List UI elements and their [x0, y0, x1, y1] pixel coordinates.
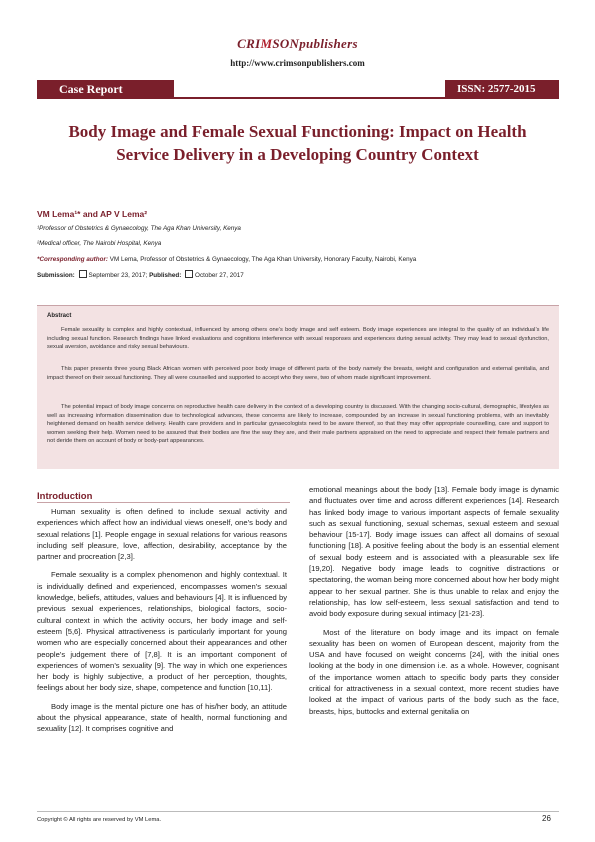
body-paragraph: emotional meanings about the body [13]. Female body image is dynamic and fluctuates over time and across different experiences [14]. Research has linked body image to various important aspects of female sexuality such as sexual functioning, sexual schemas, sexual esteem and sexual behaviour [15-17]. Body image issues can affect all domains of sexual functioning [18]. A positive feeling about the body is an essential element of sexual body esteem and is associated with a pleasurable sex life [19,20]. Negative body image leads to cognitive distractions or spectatoring, the woman being more concerned about how her body might appear to her sexual partner. She is thus unable to relax and enjoy the relationship, has low self-esteem, less sexual satisfaction and tend to avoid body exposure during sexual intimacy [21-23].: [309, 485, 559, 619]
body-paragraph: Body image is the mental picture one has of his/her body, an attitude about the physical appearance, state of health, normal functioning and sexuality [12]. It comprises cognitive and: [37, 701, 287, 734]
calendar-icon: [79, 270, 87, 278]
article-type-badge: Case Report: [37, 80, 174, 98]
copyright: Copyright © All rights are reserved by VM Lema.: [37, 817, 162, 823]
body-paragraph: Female sexuality is a complex phenomenon and highly contextual. It is individually defined and experienced, encompasses women’s sexual knowledge, beliefs, attitudes, values and behaviours [4]. It is influenced by previous sexual experiences, relationships, biological factors, socio-cultural context in which the activity occurs, her body image and self-esteem [5,6]. Physical attractiveness is particularly important for young women who are especially concerned about their appearances and other people’s judgement there of [7,8]. It is an important component of experiences of women’s sexuality [9]. The way in which one experiences her body is highly subjective, a product of her perception, thoughts, feelings about her body size, shape, competence and function [10,11].: [37, 570, 287, 693]
authors: VM Lema¹* and AP V Lema²: [37, 209, 148, 219]
section-rule: [37, 502, 290, 503]
issn-badge: ISSN: 2577-2015: [445, 80, 559, 98]
body-paragraph: Human sexuality is often defined to include sexual activity and experiences which affect how an individual views oneself, one’s body and sexual relations [1]. People engage in sexual relations for various reasons including self pleasure, love, affection, desirability, acceptance by the partner and procreation [2,3].: [37, 507, 287, 562]
page-number: 26: [542, 814, 551, 823]
publisher-logo: CRIMSONpublishers: [237, 36, 358, 51]
calendar-icon: [185, 270, 193, 278]
section-heading-introduction: Introduction: [37, 491, 93, 502]
affiliation-1: ¹Professor of Obstetrics & Gynaecology, The Aga Khan University, Kenya: [37, 225, 241, 232]
footer-rule: [37, 811, 559, 812]
abstract-paragraph: This paper presents three young Black African women with perceived poor body image of different parts of the body namely the breasts, weight and configuration and external genitalia, and impact thereof on their sexual functioning. They all were counselled and supported to accept who they were, two of whom made significant improvement.: [47, 366, 549, 381]
abstract-heading: Abstract: [47, 313, 72, 319]
abstract-box: [37, 305, 559, 469]
article-title: Body Image and Female Sexual Functioning: Impact on Health Service Delivery in a Developing Country Context: [68, 122, 527, 164]
publisher-url[interactable]: http://www.crimsonpublishers.com: [230, 58, 365, 68]
body-paragraph: Most of the literature on body image and its impact on female sexuality has been on women of European descent, majority from the USA and have focused on weight concerns [24], with the initial ones looking at the body in one dimension i.e. as a whole. However, cognisant of the importance women attach to specific body parts they consider critical for attractiveness in a sexual context, more recent studies have looked at the impact of various parts of the body such as the face, breasts, hips, buttocks and external genitalia on: [309, 627, 559, 716]
body-column-right: [309, 484, 559, 724]
affiliation-2: ²Medical officer, The Nairobi Hospital, Kenya: [37, 240, 162, 247]
abstract-paragraph: The potential impact of body image concerns on reproductive health care delivery in the context of a developing country is discussed. With the changing socio-cultural, demographic, lifestyles as well as increasing information dissemination due to technological advances, these concerns are likely to increase, compounded by an increase in sexual functioning problems, with an inevitably heightened demand on health service delivery. Health care providers and in particular gynaecologists need to be aware thereof, so that they may offer appropriate counselling, care and support to women seeking their help. Women need to be assured that their bodies are fine the way they are, and their male partners appraised on the need to appreciate and respect their female partners and not deride them on account of body or body-part appearances.: [47, 404, 549, 445]
abstract-paragraph: Female sexuality is complex and highly contextual, influenced by among others one’s body image and self esteem. Body image experiences are integral to the quality of an individual’s life including sexual function. Research findings have linked evaluations and cognitions interference with sexual responses and experiences during sexual activity. They may lead to sexual dysfunction, sexual aversion, avoidance and risky sexual behaviours.: [47, 327, 549, 351]
body-column-left: [37, 506, 287, 742]
corresponding-author: *Corresponding author: VM Lema, Professor of Obstetrics & Gynaecology, The Aga Khan University, Honorary Faculty, Nairobi, Kenya: [37, 256, 417, 263]
submission-dates: Submission: September 23, 2017; Published: October 27, 2017: [37, 272, 244, 279]
